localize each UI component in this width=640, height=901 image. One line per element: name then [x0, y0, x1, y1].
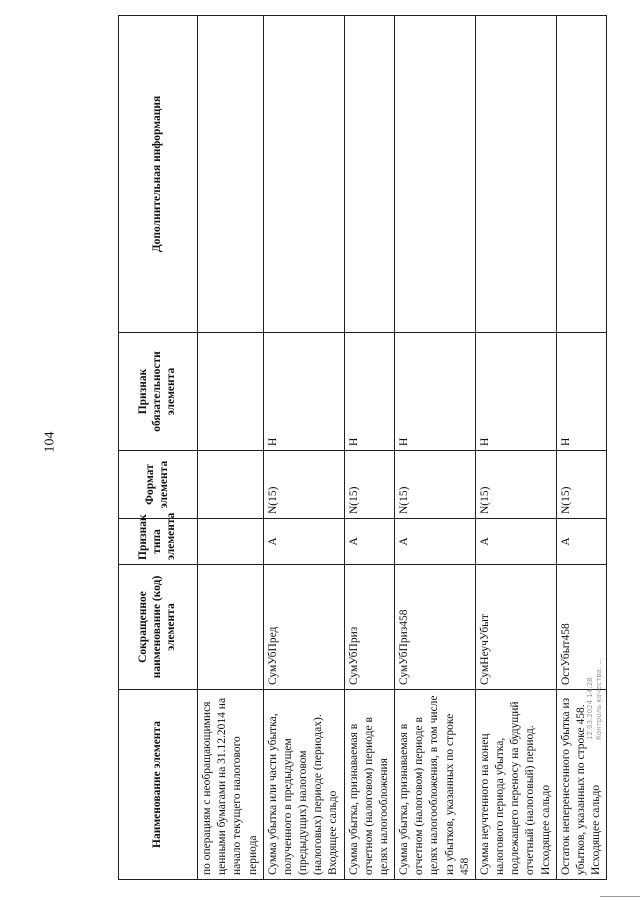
cell-name: по операциям с необращающимися ценными бумагами на 31.12.2014 на начало текущего налогового периода [198, 690, 264, 880]
header-short-code: Сокращенное наименование (код) элемента [119, 565, 198, 690]
cell-type [198, 519, 264, 565]
stamp-line-2: Контроль качества: ... [595, 657, 604, 740]
header-required-flag: Признак обязательности элемента [119, 333, 198, 451]
cell-required: Н [556, 333, 607, 451]
cell-code: СумНеучУбыт [475, 565, 556, 690]
stamp-line-1: 12.03.2024 14:28 [586, 677, 594, 740]
print-stamp [586, 650, 620, 740]
cell-required [198, 333, 264, 451]
table-header [119, 16, 198, 880]
cell-required: Н [395, 333, 476, 451]
cell-required: Н [475, 333, 556, 451]
cell-required: Н [263, 333, 344, 451]
header-row [119, 16, 198, 880]
cell-name: Сумма убытка, признаваемая в отчетном (налоговом) периоде в целях налогообложения, в том числе из убытков, указанных по строке 458 [395, 690, 476, 880]
cell-type: А [263, 519, 344, 565]
table-row [475, 16, 556, 880]
header-additional-info: Дополнительная информация [119, 16, 198, 333]
cell-code: СумУбПриз [344, 565, 395, 690]
cell-format: N(15) [344, 451, 395, 519]
table-row [344, 16, 395, 880]
cell-type: А [395, 519, 476, 565]
cell-info [475, 16, 556, 333]
cell-type: А [344, 519, 395, 565]
cell-info [395, 16, 476, 333]
cell-code: ОстУбыт458 [556, 565, 607, 690]
table-row [556, 16, 607, 880]
cell-info [198, 16, 264, 333]
cell-format: N(15) [395, 451, 476, 519]
cell-code [198, 565, 264, 690]
cell-info [344, 16, 395, 333]
cell-code: СумУбПриз458 [395, 565, 476, 690]
cell-name: Остаток неперенесенного убытка из убытков, указанных по строке 458. Исходящее сальдо [556, 690, 607, 880]
cell-type: А [556, 519, 607, 565]
table-row [263, 16, 344, 880]
edge-mark [600, 896, 640, 897]
cell-format: N(15) [475, 451, 556, 519]
cell-required: Н [344, 333, 395, 451]
cell-format: N(15) [556, 451, 607, 519]
cell-format [198, 451, 264, 519]
table-row [395, 16, 476, 880]
cell-format: N(15) [263, 451, 344, 519]
table-row [198, 16, 264, 880]
header-element-type: Признак типа элемента [119, 519, 198, 565]
header-element-name: Наименование элемента [119, 690, 198, 880]
table-body [198, 16, 607, 880]
cell-name: Сумма убытка, признаваемая в отчетном (налоговом) периоде в целях налогообложения [344, 690, 395, 880]
cell-info [556, 16, 607, 333]
cell-name: Сумма неучтенного на конец налогового периода убытка, подлежащего переносу на будущий отчетный (налоговый) период. Исходящее сальдо [475, 690, 556, 880]
element-spec-table [118, 15, 607, 880]
cell-type: А [475, 519, 556, 565]
cell-name: Сумма убытка или части убытка, полученного в предыдущем (предыдущих) налоговом (налоговых) периоде (периодах). Входящее сальдо [263, 690, 344, 880]
cell-info [263, 16, 344, 333]
header-element-format: Формат элемента [119, 451, 198, 519]
page-number: 104 [42, 431, 58, 453]
cell-code: СумУбПред [263, 565, 344, 690]
